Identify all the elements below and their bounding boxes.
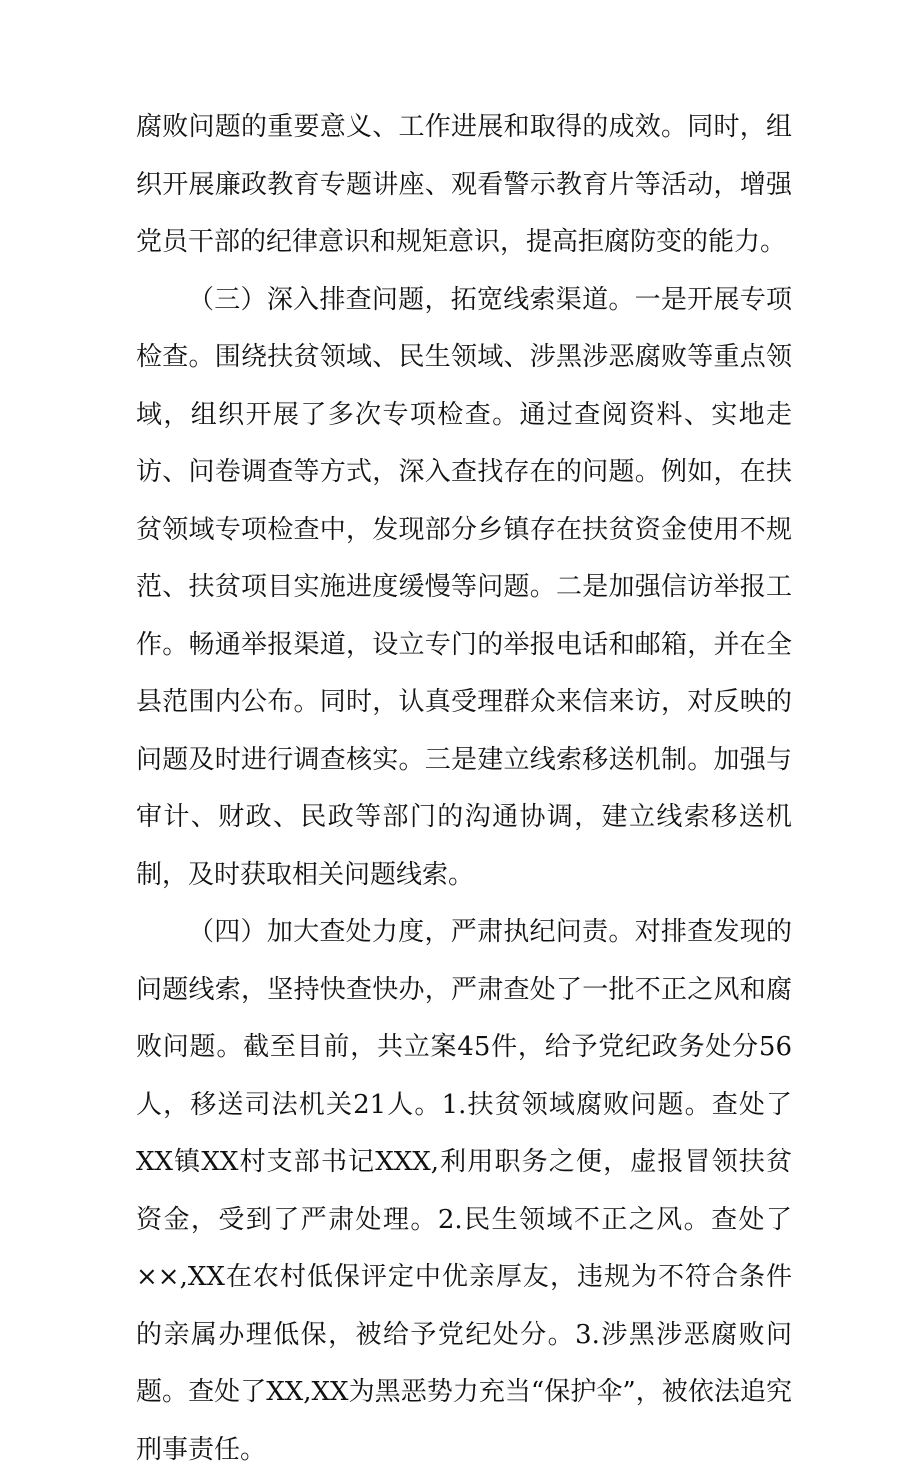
body-paragraph-2: （三）深入排查问题，拓宽线索渠道。一是开展专项检查。围绕扶贫领域、民生领域、涉黑涉恶腐败等重点领域，组织开展了多次专项检查。通过查阅资料、实地走访、问卷调查等方式，深入查找存在的问题。例如，在扶贫领域专项检查中，发现部分乡镇存在扶贫资金使用不规范、扶贫项目实施进度缓慢等问题。二是加强信访举报工作。畅通举报渠道，设立专门的举报电话和邮箱，并在全县范围内公布。同时，认真受理群众来信来访，对反映的问题及时进行调查核实。三是建立线索移送机制。加强与审计、财政、民政等部门的沟通协调，建立线索移送机制，及时获取相关问题线索。	[136, 284, 792, 890]
body-paragraph-1: 腐败问题的重要意义、工作进展和取得的成效。同时，组织开展廉政教育专题讲座、观看警示教育片等活动，增强党员干部的纪律意识和规矩意识，提高拒腐防变的能力。	[136, 112, 792, 257]
document-page	[136, 99, 792, 1479]
body-paragraph-3: （四）加大查处力度，严肃执纪问责。对排查发现的问题线索，坚持快查快办，严肃查处了一批不正之风和腐败问题。截至目前，共立案45件，给予党纪政务处分56人，移送司法机关21人。1.扶贫领域腐败问题。查处了XX镇XX村支部书记XXX,利用职务之便，虚报冒领扶贫资金，受到了严肃处理。2.民生领域不正之风。查处了××,XX在农村低保评定中优亲厚友，违规为不符合条件的亲属办理低保，被给予党纪处分。3.涉黑涉恶腐败问题。查处了XX,XX为黑恶势力充当“保护伞”，被依法追究刑事责任。	[136, 917, 792, 1465]
